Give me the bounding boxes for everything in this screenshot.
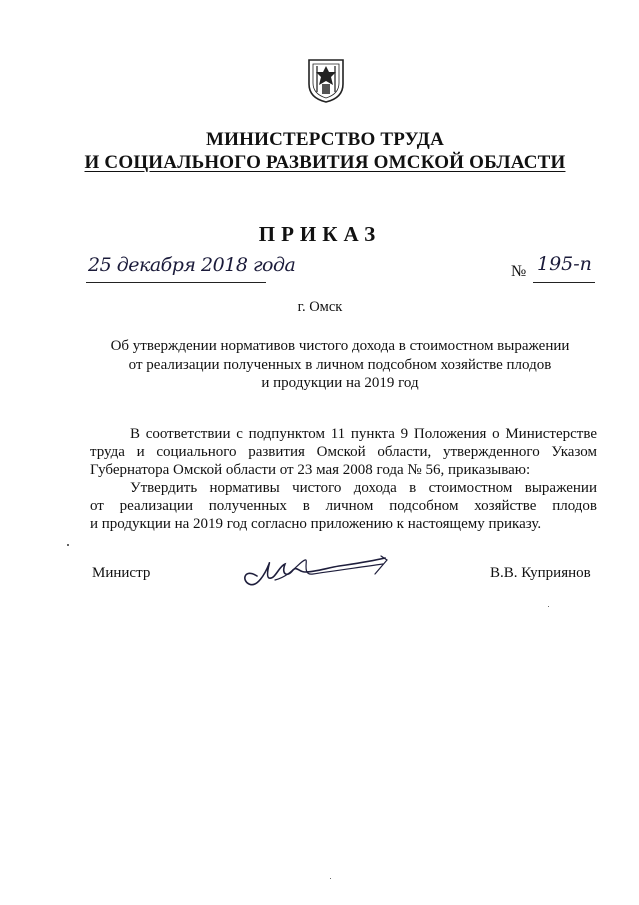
- org-name-line-1: МИНИСТЕРСТВО ТРУДА: [206, 129, 444, 150]
- title-line: от реализации полученных в личном подсобном хозяйстве плодов: [128, 356, 552, 373]
- scan-speck: [548, 606, 549, 607]
- document-title: [90, 337, 590, 393]
- number-label: №: [511, 263, 527, 280]
- paragraph-line: и продукции на 2019 год согласно приложению к настоящему приказу.: [90, 516, 542, 533]
- paragraph-line: труда и социального развития Омской области, утвержденного Указом: [90, 444, 597, 461]
- paragraph-line: В соответствии с подпунктом 11 пункта 9 Положения о Министерстве: [130, 426, 597, 442]
- paragraph-line: Утвердить нормативы чистого дохода в стоимостном выражении: [130, 480, 597, 496]
- title-line: Об утверждении нормативов чистого дохода в стоимостном выражении: [110, 338, 570, 354]
- scan-speck: [330, 878, 331, 879]
- document-type: ПРИКАЗ: [258, 222, 382, 246]
- org-name-line-2: И СОЦИАЛЬНОГО РАЗВИТИЯ ОМСКОЙ ОБЛАСТИ: [84, 152, 566, 173]
- city: г. Омск: [297, 299, 343, 315]
- handwritten-signature-icon: [235, 546, 395, 592]
- paragraph-preamble: [90, 425, 597, 480]
- coat-of-arms-icon: [303, 54, 349, 104]
- paragraph-line: от реализации полученных в личном подсобном хозяйстве плодов: [90, 498, 597, 515]
- paragraph-order: [90, 479, 597, 534]
- signer-name: В.В. Куприянов: [490, 565, 591, 581]
- paragraph-line: Губернатора Омской области от 23 мая 2008 года № 56, приказываю:: [90, 462, 531, 479]
- title-line: и продукции на 2019 год: [261, 375, 419, 391]
- date-handwritten: 25 декабря 2018 года: [88, 254, 296, 276]
- signer-role: Министр: [92, 565, 151, 581]
- scan-speck: [67, 544, 69, 546]
- number-handwritten: 195-п: [537, 253, 592, 275]
